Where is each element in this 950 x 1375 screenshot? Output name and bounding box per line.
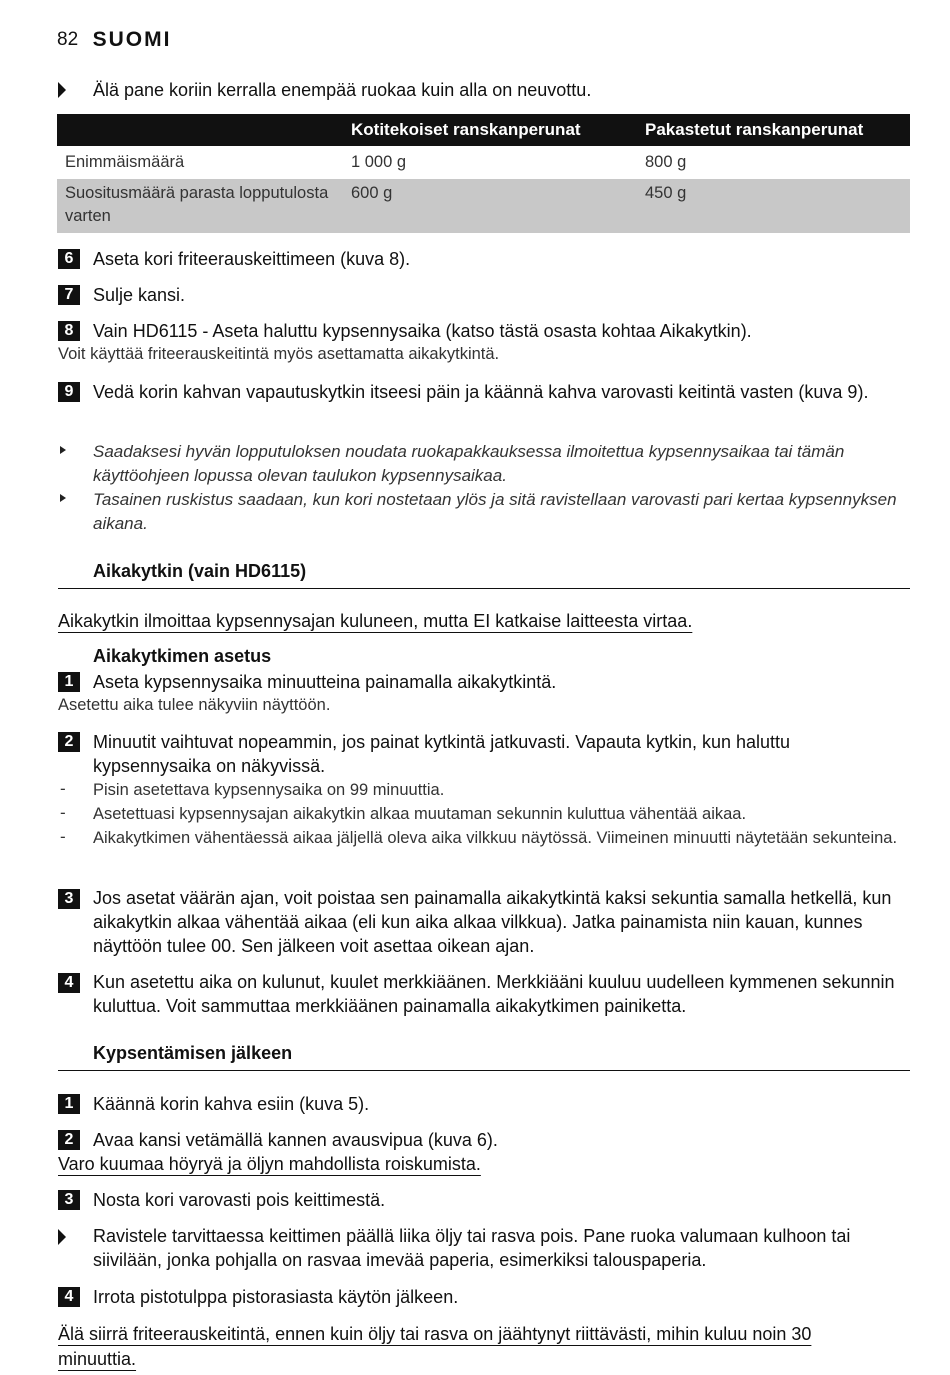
step-number: 4: [58, 1287, 80, 1307]
table-cell: 600 g: [351, 184, 393, 202]
step-number: 9: [58, 382, 80, 402]
step-text: Sulje kansi.: [93, 285, 186, 305]
table-header-cell: Pakastetut ranskanperunat: [645, 120, 864, 139]
page-header: [57, 28, 171, 54]
step-number: 4: [58, 973, 80, 993]
dash-marker: -: [60, 779, 66, 798]
step-text: Aseta kypsennysaika minuutteina painamalla aikakytkintä.: [93, 672, 557, 692]
tip-arrow-icon: [60, 446, 66, 454]
table-header-cell: Kotitekoiset ranskanperunat: [351, 120, 581, 139]
dash-marker: -: [60, 803, 66, 822]
step-text: Aseta kori friteerauskeittimeen (kuva 8).: [93, 249, 411, 269]
step-text: Käännä korin kahva esiin (kuva 5).: [93, 1094, 370, 1114]
step-text: Avaa kansi vetämällä kannen avausvipua (kuva 6).: [93, 1130, 498, 1150]
step-text: Minuutit vaihtuvat nopeammin, jos painat kytkintä jatkuvasti. Vapauta kytkin, kun haluttu kypsennysaika on näkyvissä.: [93, 732, 791, 776]
dash-item: Aikakytkimen vähentäessä aikaa jäljellä oleva aika vilkkuu näytössä. Viimeinen minuutti näytetään sekunteina.: [93, 829, 898, 847]
table-row: [57, 146, 910, 179]
table-header-row: [57, 114, 910, 146]
step-number: 2: [58, 1130, 80, 1150]
subsection-title: Aikakytkimen asetus: [93, 646, 272, 666]
section-divider: [58, 1070, 910, 1071]
dash-item: Asetettuasi kypsennysajan aikakytkin alkaa muutaman sekunnin kuluttua vähentää aikaa.: [93, 805, 747, 823]
step-text: Irrota pistotulppa pistorasiasta käytön jälkeen.: [93, 1287, 459, 1307]
bullet-text: Ravistele tarvittaessa keittimen päällä liika öljy tai rasva pois. Pane ruoka valumaan kulhoon tai siivilään, jonka pohjalla on rasvaa imevää paperia, esimerkiksi talouspaperia.: [93, 1226, 851, 1270]
bullet-icon: [58, 82, 66, 98]
table-cell: 450 g: [645, 184, 687, 202]
step-text: Vedä korin kahvan vapautuskytkin itseesi päin ja käännä kahva varovasti keitintä vasten (kuva 9).: [93, 382, 869, 402]
step-text: Vain HD6115 - Aseta haluttu kypsennysaika (katso tästä osasta kohtaa Aikakytkin).: [93, 321, 752, 341]
table-row: [57, 179, 910, 233]
table-cell: 1 000 g: [351, 153, 407, 171]
warning-text: Älä siirrä friteerauskeitintä, ennen kuin öljy tai rasva on jäähtynyt riittävästi, mihin kuluu noin 30 minuuttia.: [58, 1324, 812, 1369]
step-number: 3: [58, 1190, 80, 1210]
step-number: 6: [58, 249, 80, 269]
step-number: 8: [58, 321, 80, 341]
step-number: 7: [58, 285, 80, 305]
intro-bullet-text: Älä pane koriin kerralla enempää ruokaa kuin alla on neuvottu.: [93, 80, 592, 100]
step-number: 2: [58, 732, 80, 752]
quantity-table: [57, 114, 910, 233]
dash-item: Pisin asetettava kypsennysaika on 99 minuuttia.: [93, 781, 445, 799]
step-number: 1: [58, 1094, 80, 1114]
table-cell: Enimmäismäärä: [65, 153, 185, 171]
step-text: Nosta kori varovasti pois keittimestä.: [93, 1190, 386, 1210]
section-divider: [58, 588, 910, 589]
table-cell: 800 g: [645, 153, 687, 171]
bullet-icon: [58, 1229, 66, 1245]
tip-text: Tasainen ruskistus saadaan, kun kori nostetaan ylös ja sitä ravistellaan varovasti pari kertaa kypsennyksen aikana.: [93, 490, 897, 533]
step-number: 1: [58, 672, 80, 692]
page-number: 82: [57, 29, 79, 50]
language-label: SUOMI: [92, 28, 172, 51]
dash-marker: -: [60, 827, 66, 846]
step-text: Kun asetettu aika on kulunut, kuulet merkkiäänen. Merkkiääni kuuluu uudelleen kymmenen sekunnin kuluttua. Voit sammuttaa merkkiäänen painamalla aikakytkimen painiketta.: [93, 972, 895, 1016]
step-note: Asetettu aika tulee näkyviin näyttöön.: [58, 696, 331, 714]
section-title: Aikakytkin (vain HD6115): [93, 561, 307, 581]
table-header-cell: [57, 114, 343, 146]
step-text: Jos asetat väärän ajan, voit poistaa sen painamalla aikakytkintä kaksi sekuntia samalla hetkellä, kun aikakytkin alkaa vähentää aikaa (eli kun aika alkaa vilkkua). Jatka painamista niin kauan, kunnes näyttöön tulee 00. Sen jälkeen voit asettaa oikean ajan.: [93, 888, 892, 956]
section-title: Kypsentämisen jälkeen: [93, 1043, 293, 1063]
tip-text: Saadaksesi hyvän lopputuloksen noudata ruokapakkauksessa ilmoitettua kypsennysaikaa tai tämän käyttöohjeen lopussa olevan taulukon kypsennysaikaa.: [93, 442, 845, 485]
step-number: 3: [58, 889, 80, 909]
warning-text: Aikakytkin ilmoittaa kypsennysajan kuluneen, mutta EI katkaise laitteesta virtaa.: [58, 611, 693, 631]
tip-arrow-icon: [60, 494, 66, 502]
table-cell: Suositusmäärä parasta lopputulosta varten: [65, 184, 329, 225]
step-note: Voit käyttää friteerauskeitintä myös asettamatta aikakytkintä.: [58, 345, 500, 363]
warning-text: Varo kuumaa höyryä ja öljyn mahdollista roiskumista.: [58, 1154, 481, 1174]
